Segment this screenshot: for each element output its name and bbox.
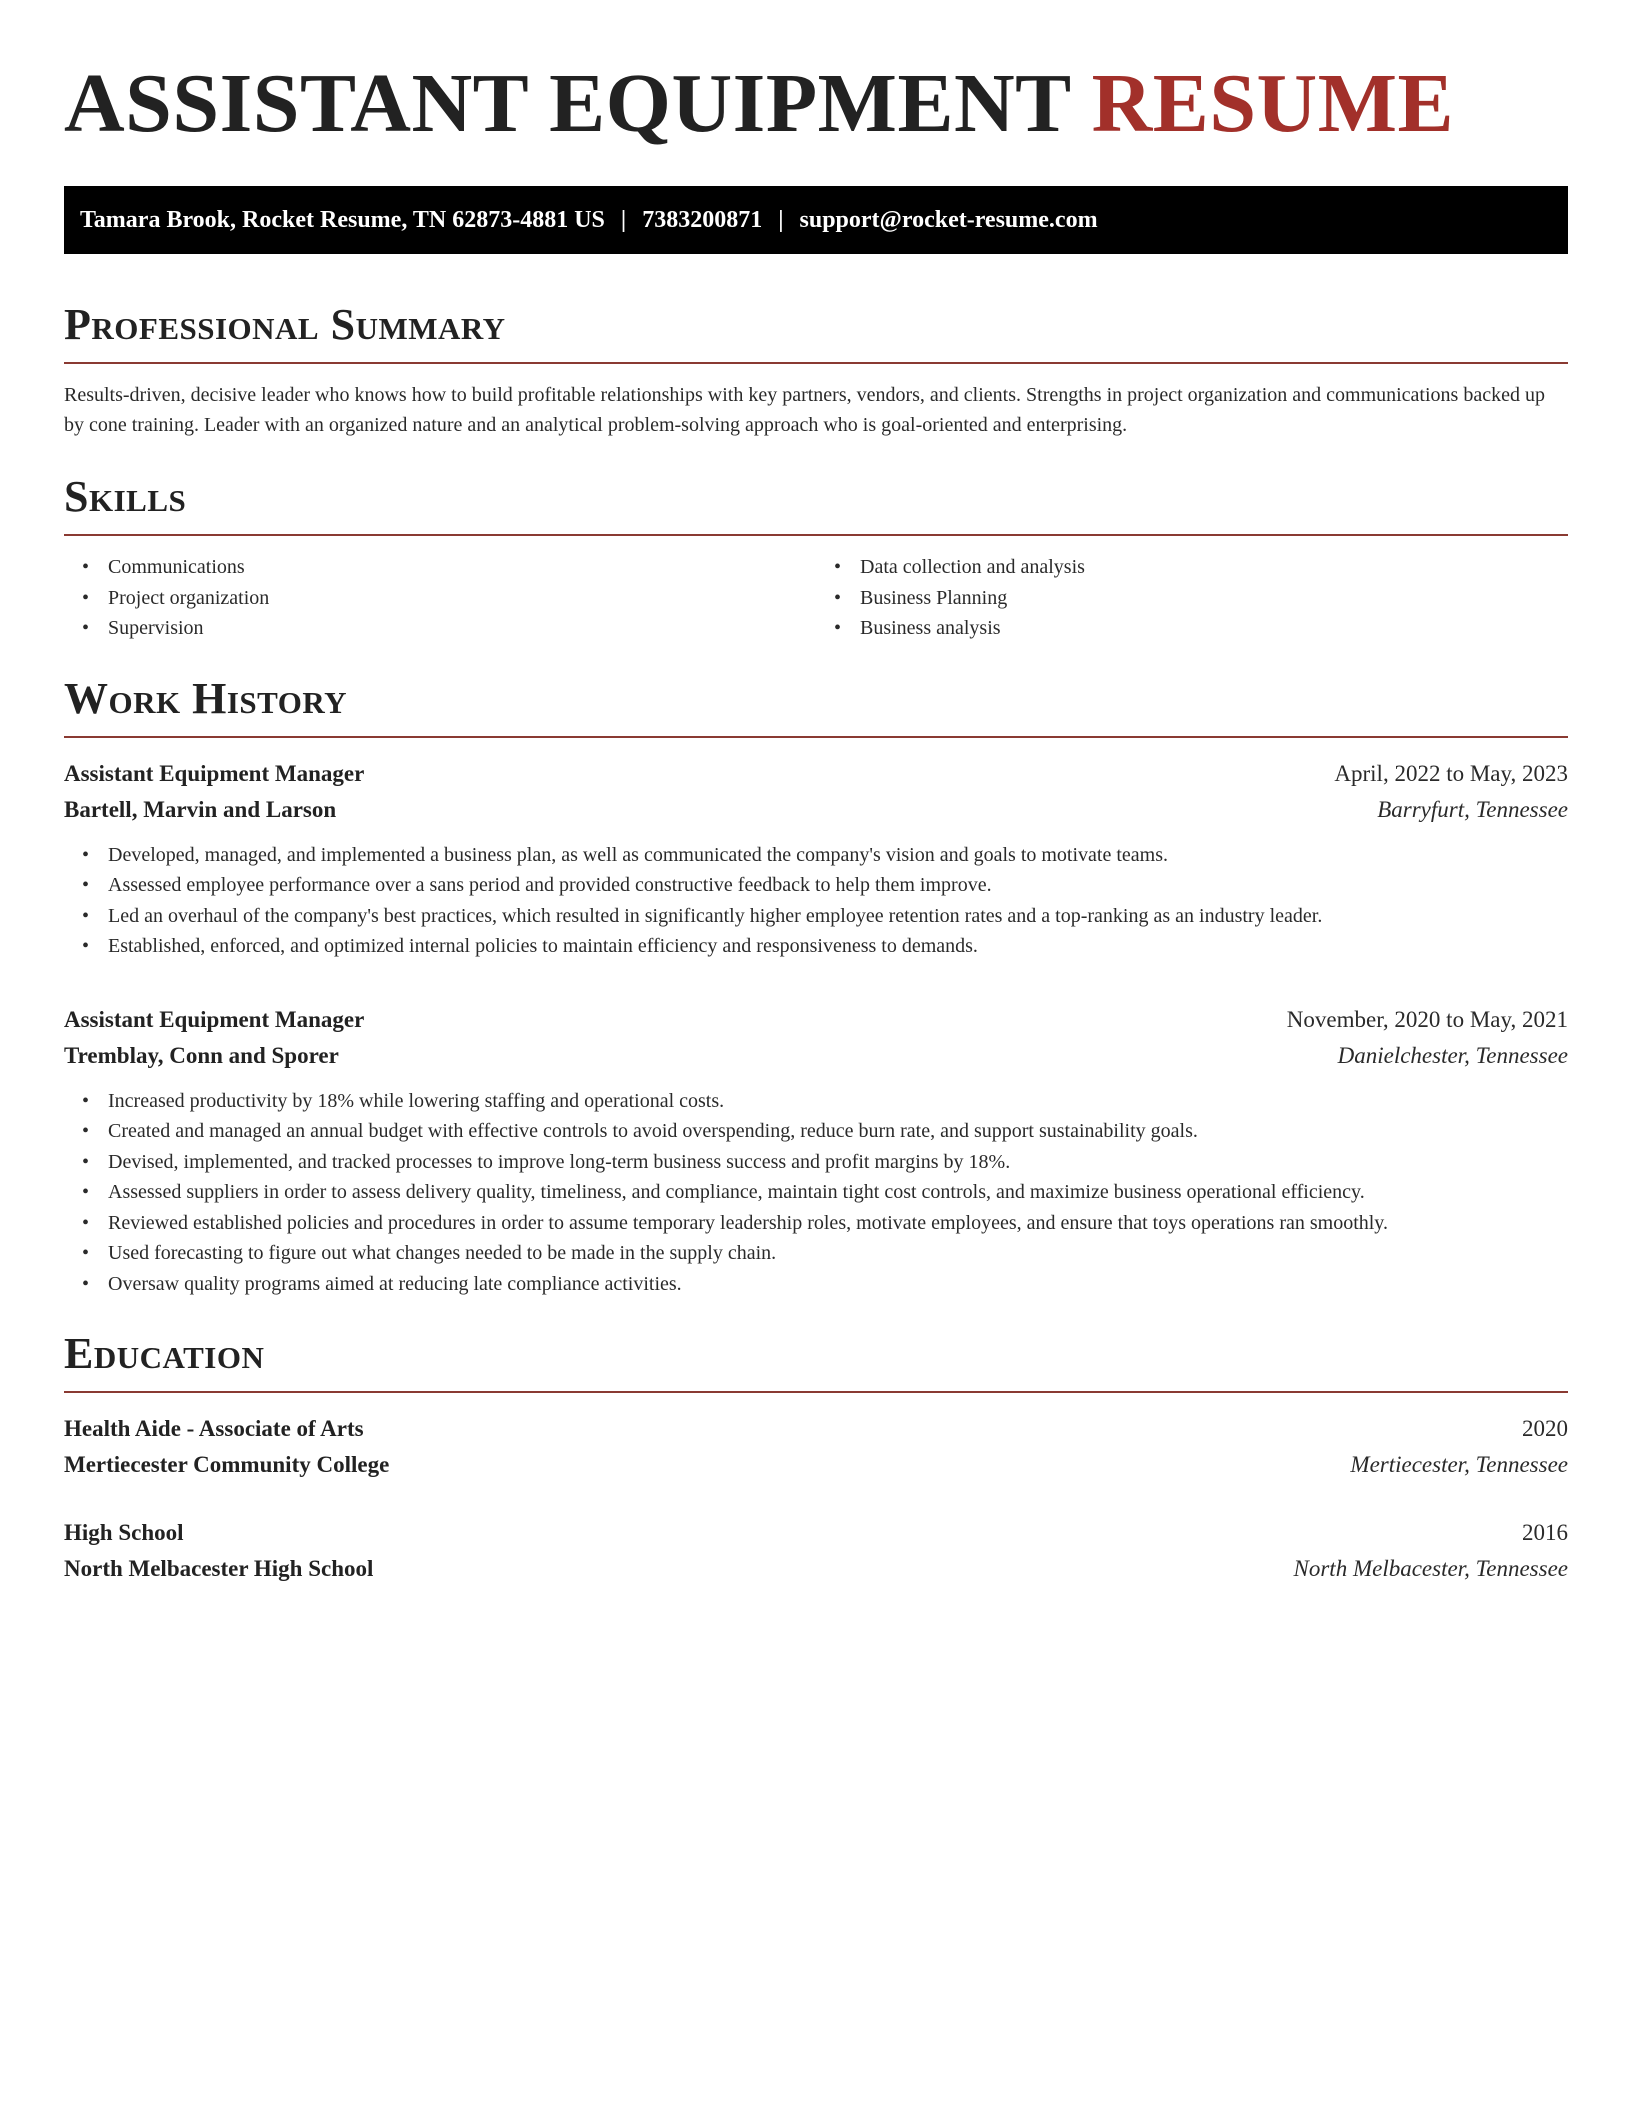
education-school: North Melbacester High School bbox=[64, 1556, 374, 1581]
job-company: Bartell, Marvin and Larson bbox=[64, 796, 337, 822]
job-company: Tremblay, Conn and Sporer bbox=[64, 1042, 339, 1068]
job-bullets bbox=[64, 840, 1568, 962]
education-degree: Health Aide - Associate of Arts bbox=[64, 1416, 364, 1441]
job-bullet: • Assessed employee performance over a sans period and provided constructive feedback to help them improve. bbox=[64, 870, 1568, 901]
skills-columns bbox=[64, 552, 1568, 644]
education-section bbox=[64, 1327, 1568, 1587]
section-divider bbox=[64, 362, 1568, 364]
job-entry bbox=[64, 756, 1568, 962]
section-divider bbox=[64, 736, 1568, 738]
section-divider bbox=[64, 1391, 1568, 1393]
contact-bar bbox=[64, 186, 1568, 254]
job-location: Danielchester, Tennessee bbox=[1337, 1042, 1568, 1068]
job-bullet: • Increased productivity by 18% while lowering staffing and operational costs. bbox=[64, 1086, 1568, 1117]
contact-phone: 7383200871 bbox=[642, 206, 763, 233]
job-title: Assistant Equipment Manager bbox=[64, 1006, 365, 1032]
education-location: North Melbacester, Tennessee bbox=[1293, 1556, 1568, 1581]
skills-list-left bbox=[64, 552, 816, 644]
skill-item: • Project organization bbox=[64, 583, 816, 614]
education-school: Mertiecester Community College bbox=[64, 1452, 390, 1477]
job-bullet: • Used forecasting to figure out what changes needed to be made in the supply chain. bbox=[64, 1238, 1568, 1269]
resume-title bbox=[64, 56, 1568, 152]
job-bullet: • Created and managed an annual budget with effective controls to avoid overspending, reduce burn rate, and support sustainability goals. bbox=[64, 1116, 1568, 1147]
job-dates: April, 2022 to May, 2023 bbox=[1334, 760, 1568, 786]
summary-text: Results-driven, decisive leader who knows how to build profitable relationships with key partners, vendors, and clients. Strengths in project organization and communications backed up by cone training. Leader with an organized nature and an analytical problem-solving approach who is goal-oriented and enterprising. bbox=[64, 384, 1545, 436]
skill-item: • Supervision bbox=[64, 613, 816, 644]
summary-section bbox=[64, 298, 1568, 440]
job-bullet: • Established, enforced, and optimized internal policies to maintain efficiency and responsiveness to demands. bbox=[64, 931, 1568, 962]
summary-heading: Professional Summary bbox=[64, 300, 506, 349]
job-location: Barryfurt, Tennessee bbox=[1377, 796, 1568, 822]
skills-list-right bbox=[816, 552, 1568, 644]
skills-heading: Skills bbox=[64, 472, 187, 521]
contact-email: support@rocket-resume.com bbox=[799, 206, 1098, 233]
skill-item: • Business analysis bbox=[816, 613, 1568, 644]
education-location: Mertiecester, Tennessee bbox=[1350, 1452, 1568, 1477]
contact-separator: | bbox=[620, 206, 627, 233]
job-dates: November, 2020 to May, 2021 bbox=[1286, 1006, 1568, 1032]
job-bullet: • Developed, managed, and implemented a business plan, as well as communicated the company's vision and goals to motivate teams. bbox=[64, 840, 1568, 871]
work-history-section bbox=[64, 672, 1568, 1300]
job-bullet: • Devised, implemented, and tracked processes to improve long-term business success and profit margins by 18%. bbox=[64, 1147, 1568, 1178]
education-heading: Education bbox=[64, 1329, 265, 1378]
title-main: ASSISTANT EQUIPMENT bbox=[64, 57, 1071, 150]
education-year: 2016 bbox=[1522, 1520, 1568, 1545]
job-bullet: • Led an overhaul of the company's best practices, which resulted in significantly higher employee retention rates and a top-ranking as an industry leader. bbox=[64, 901, 1568, 932]
title-accent: RESUME bbox=[1091, 57, 1455, 150]
education-entry bbox=[64, 1515, 1568, 1587]
skill-item: • Data collection and analysis bbox=[816, 552, 1568, 583]
job-entry bbox=[64, 1002, 1568, 1300]
work-history-heading: Work History bbox=[64, 673, 348, 723]
skill-item: • Business Planning bbox=[816, 583, 1568, 614]
skill-item: • Communications bbox=[64, 552, 816, 583]
job-bullet: • Assessed suppliers in order to assess delivery quality, timeliness, and compliance, maintain tight cost controls, and maximize business operational efficiency. bbox=[64, 1177, 1568, 1208]
section-divider bbox=[64, 534, 1568, 536]
education-degree: High School bbox=[64, 1520, 184, 1545]
education-year: 2020 bbox=[1522, 1416, 1568, 1441]
job-bullet: • Oversaw quality programs aimed at reducing late compliance activities. bbox=[64, 1269, 1568, 1300]
skills-section bbox=[64, 470, 1568, 644]
contact-separator: | bbox=[778, 206, 784, 233]
contact-address: Tamara Brook, Rocket Resume, TN 62873-4881 US bbox=[80, 206, 605, 233]
job-bullet: • Reviewed established policies and procedures in order to assume temporary leadership roles, motivate employees, and ensure that toys operations ran smoothly. bbox=[64, 1208, 1568, 1239]
job-bullets bbox=[64, 1086, 1568, 1300]
job-title: Assistant Equipment Manager bbox=[64, 760, 365, 786]
education-entry bbox=[64, 1411, 1568, 1483]
